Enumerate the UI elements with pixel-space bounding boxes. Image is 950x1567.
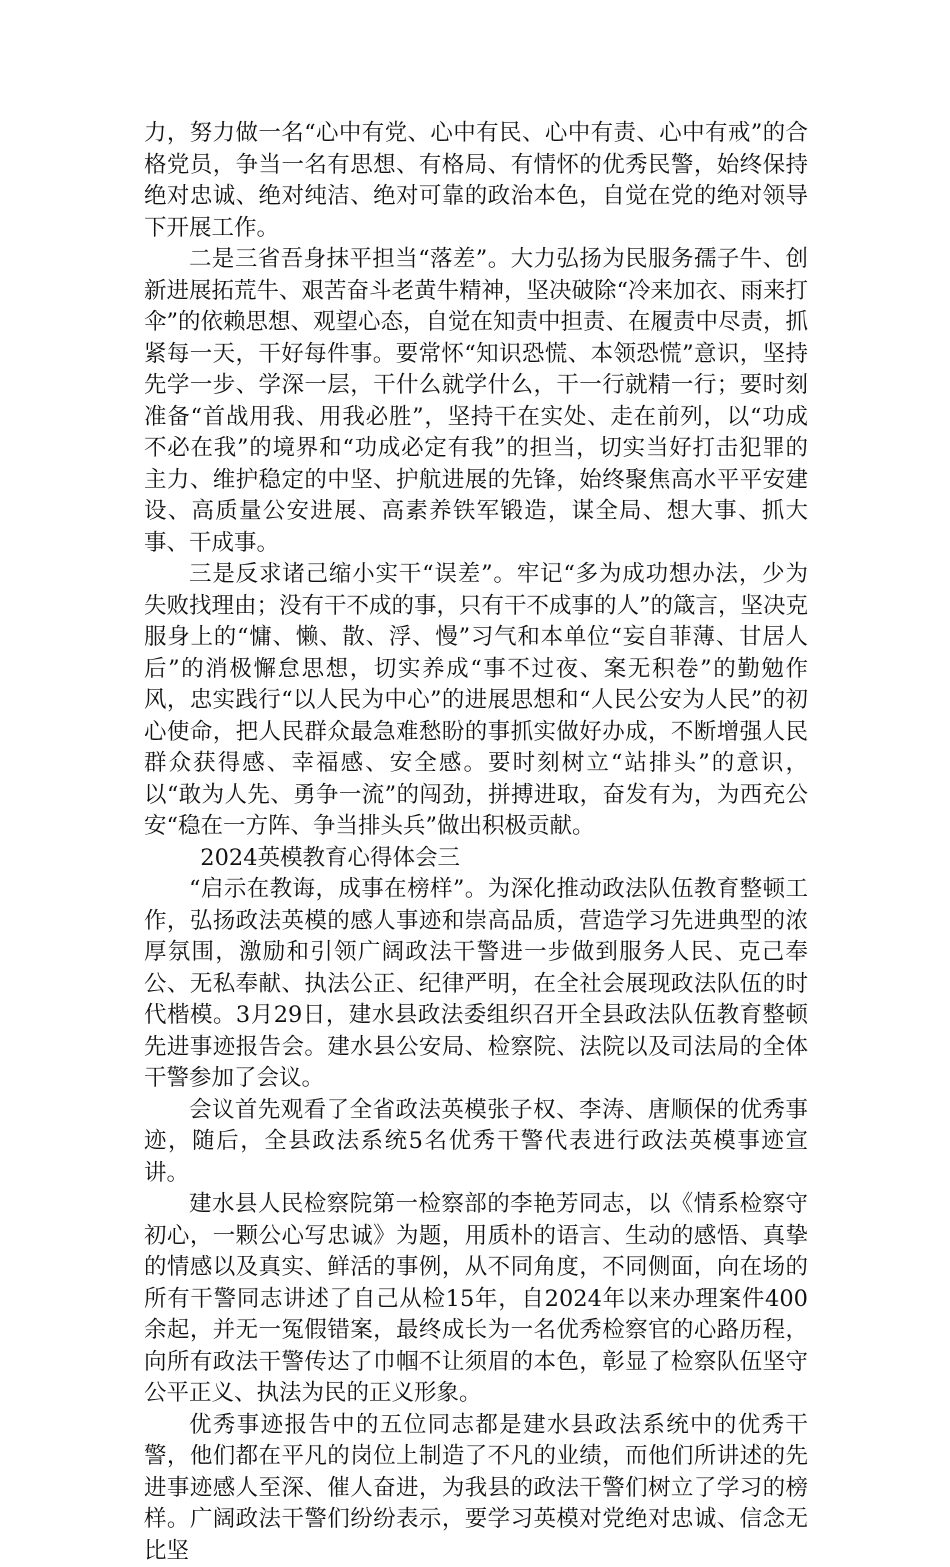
paragraph-3: 三是反求诸己缩小实干“误差”。牢记“多为成功想办法，少为失败找理由；没有干不成的事，只有干不成事的人”的箴言，坚决克服身上的“慵、懒、散、浮、慢”习气和本单位“妄自菲薄、甘居人后”的消极懈怠思想，切实养成“事不过夜、案无积卷”的勤勉作风，忠实践行“以人民为中心”的进展思想和“人民公安为人民”的初心使命，把人民群众最急难愁盼的事抓实做好办成，不断增强人民群众获得感、幸福感、安全感。要时刻树立“站排头”的意识，以“敢为人先、勇争一流”的闯劲，拼搏进取，奋发有为，为西充公安“稳在一方阵、争当排头兵”做出积极贡献。 xyxy=(144,559,808,843)
document-page xyxy=(144,118,808,1567)
paragraph-2: 二是三省吾身抹平担当“落差”。大力弘扬为民服务孺子牛、创新进展拓荒牛、艰苦奋斗老黄牛精神，坚决破除“冷来加衣、雨来打伞”的依赖思想、观望心态，自觉在知责中担责、在履责中尽责，抓紧每一天，干好每件事。要常怀“知识恐慌、本领恐慌”意识，坚持先学一步、学深一层，干什么就学什么，干一行就精一行；要时刻准备“首战用我、用我必胜”，坚持干在实处、走在前列，以“功成不必在我”的境界和“功成必定有我”的担当，切实当好打击犯罪的主力、维护稳定的中坚、护航进展的先锋，始终聚焦高水平平安建设、高质量公安进展、高素养铁军锻造，谋全局、想大事、抓大事、干成事。 xyxy=(144,244,808,559)
paragraph-5: 会议首先观看了全省政法英模张子权、李涛、唐顺保的优秀事迹，随后，全县政法系统5名优秀干警代表进行政法英模事迹宣讲。 xyxy=(144,1095,808,1190)
paragraph-4: “启示在教诲，成事在榜样”。为深化推动政法队伍教育整顿工作，弘扬政法英模的感人事迹和崇高品质，营造学习先进典型的浓厚氛围，激励和引领广阔政法干警进一步做到服务人民、克己奉公、无私奉献、执法公正、纪律严明，在全社会展现政法队伍的时代楷模。3月29日，建水县政法委组织召开全县政法队伍教育整顿先进事迹报告会。建水县公安局、检察院、法院以及司法局的全体干警参加了会议。 xyxy=(144,874,808,1095)
paragraph-7: 优秀事迹报告中的五位同志都是建水县政法系统中的优秀干警，他们都在平凡的岗位上制造了不凡的业绩，而他们所讲述的先进事迹感人至深、催人奋进，为我县的政法干警们树立了学习的榜样。广阔政法干警们纷纷表示，要学习英模对党绝对忠诚、信念无比坚 xyxy=(144,1410,808,1567)
section-title: 2024英模教育心得体会三 xyxy=(144,843,808,875)
paragraph-6: 建水县人民检察院第一检察部的李艳芳同志，以《情系检察守初心，一颗公心写忠诚》为题，用质朴的语言、生动的感悟、真挚的情感以及真实、鲜活的事例，从不同角度，不同侧面，向在场的所有干警同志讲述了自己从检15年，自2024年以来办理案件400余起，并无一冤假错案，最终成长为一名优秀检察官的心路历程，向所有政法干警传达了巾帼不让须眉的本色，彰显了检察队伍坚守公平正义、执法为民的正义形象。 xyxy=(144,1189,808,1410)
paragraph-1: 力，努力做一名“心中有党、心中有民、心中有责、心中有戒”的合格党员，争当一名有思想、有格局、有情怀的优秀民警，始终保持绝对忠诚、绝对纯洁、绝对可靠的政治本色，自觉在党的绝对领导下开展工作。 xyxy=(144,118,808,244)
